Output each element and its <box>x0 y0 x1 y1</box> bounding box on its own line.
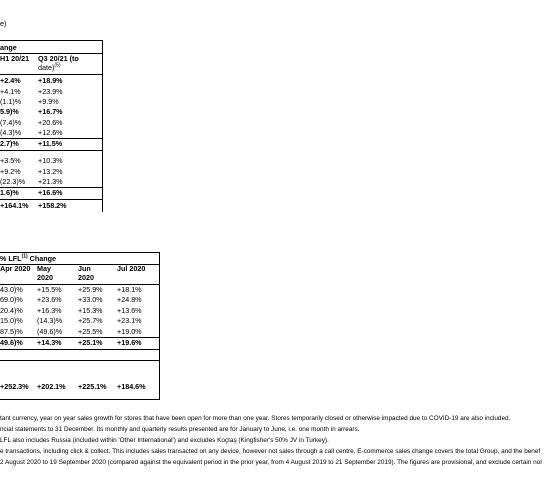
table2-row-divider <box>0 360 159 361</box>
table-cell: +20.6% <box>38 118 63 127</box>
table-cell: +3.5% <box>0 156 21 165</box>
table-cell: +16.6% <box>38 188 63 197</box>
table-cell: +18.9% <box>38 76 63 85</box>
table-cell: (49.6)% <box>37 327 63 336</box>
table-cell: +23.6% <box>37 295 62 304</box>
table2-header-jun: Jun <box>78 264 91 273</box>
table1-title: ange <box>0 43 17 52</box>
table-cell: +25.1% <box>78 338 103 347</box>
footnote-5: 2 August 2020 to 19 September 2020 (compared against the equivalent period in the prior year, from 4 August 2019 to 21 September 2019). The figures are provisional, and exclude certain nor <box>0 459 543 466</box>
table-cell: +33.0% <box>78 295 103 304</box>
table1-header-q3: Q3 20/21 (to <box>38 54 79 63</box>
table-cell: +2.4% <box>0 76 21 85</box>
table-cell: (22.3)% <box>0 177 26 186</box>
table-cell: +24.8% <box>117 295 142 304</box>
footnote-3: LFL also includes Russia (included within 'Other International') and excludes Koçtaş (Kingfisher's 50% JV in Turkey). <box>0 437 329 444</box>
table1-header-h1: H1 20/21 <box>0 54 30 63</box>
table-cell: +158.2% <box>38 201 67 210</box>
table-cell: 69.0)% <box>0 295 23 304</box>
table-cell: (7.4)% <box>0 118 22 127</box>
table2-title: % LFL$^{(1)}$ Change <box>0 253 57 263</box>
footnote-1: tant currency, year on year sales growth for stores that have been open for more than one year. Stores temporarily closed or otherwise impacted due to COVID-19 are also included. <box>0 415 511 422</box>
table-cell: +23.9% <box>38 87 63 96</box>
table-cell: +19.6% <box>117 338 142 347</box>
table-cell: +184.6% <box>117 382 146 391</box>
table-cell: +15.5% <box>37 285 62 294</box>
table-cell: +252.3% <box>0 382 29 391</box>
table1-header-divider <box>0 74 102 75</box>
table-cell: 15.0)% <box>0 316 23 325</box>
table-cell: +16.3% <box>37 306 62 315</box>
table-monthly-lfl-change <box>0 252 160 400</box>
table-cell: +15.3% <box>78 306 103 315</box>
table-cell: (4.3)% <box>0 128 22 137</box>
table-h1-q3-change <box>0 40 103 212</box>
table-cell: +25.7% <box>78 316 103 325</box>
table-cell: +10.3% <box>38 156 63 165</box>
table-cell: +225.1% <box>78 382 107 391</box>
table-cell: +21.3% <box>38 177 63 186</box>
table-cell: +25.9% <box>78 285 103 294</box>
table1-header-q3-line2: date)$^{(5)}$ <box>38 62 61 72</box>
table-cell: +16.7% <box>38 107 63 116</box>
table-cell: +4.1% <box>0 87 21 96</box>
table-cell: (1.1)% <box>0 97 22 106</box>
table-cell: +18.1% <box>117 285 142 294</box>
table1-row-divider <box>0 199 102 200</box>
table-cell: 20.4)% <box>0 306 23 315</box>
table2-header-apr: Apr 2020 <box>0 264 31 273</box>
table2-header-may-year: 2020 <box>37 273 53 282</box>
table-cell: +9.9% <box>38 97 59 106</box>
table-cell: +164.1% <box>0 201 29 210</box>
table-cell: 49.6)% <box>0 338 23 347</box>
table2-row-divider <box>0 349 159 350</box>
table-cell: 43.0)% <box>0 285 23 294</box>
table-cell: (14.3)% <box>37 316 63 325</box>
table-cell: 1.6)% <box>0 188 19 197</box>
footnote-4: e transactions, including click & collect. This includes sales transacted on any device, however not sales through a call centre. E-commerce sales change covers the total Group, and the benef <box>0 448 541 455</box>
table-cell: +13.6% <box>117 306 142 315</box>
table-cell: 87.5)% <box>0 327 23 336</box>
header-fragment: e) <box>0 19 7 28</box>
footnote-2: ncial statements to 31 December. Its monthly and quarterly results presented are for January to June, i.e. one month in arrears. <box>0 426 360 433</box>
table-cell: +9.2% <box>0 167 21 176</box>
table-cell: +202.1% <box>37 382 66 391</box>
table2-header-jun-year: 2020 <box>78 273 94 282</box>
table-cell: +12.6% <box>38 128 63 137</box>
table-cell: +23.1% <box>117 316 142 325</box>
table-cell: +14.3% <box>37 338 62 347</box>
table-cell: +11.5% <box>38 139 63 148</box>
table-cell: +13.2% <box>38 167 63 176</box>
table-cell: 2.7)% <box>0 139 19 148</box>
table-cell: 5.9)% <box>0 107 19 116</box>
table-cell: +19.0% <box>117 327 142 336</box>
table2-header-may: May <box>37 264 51 273</box>
table2-header-jul: Jul 2020 <box>117 264 146 273</box>
table1-row-divider <box>0 150 102 151</box>
table-cell: +25.5% <box>78 327 103 336</box>
